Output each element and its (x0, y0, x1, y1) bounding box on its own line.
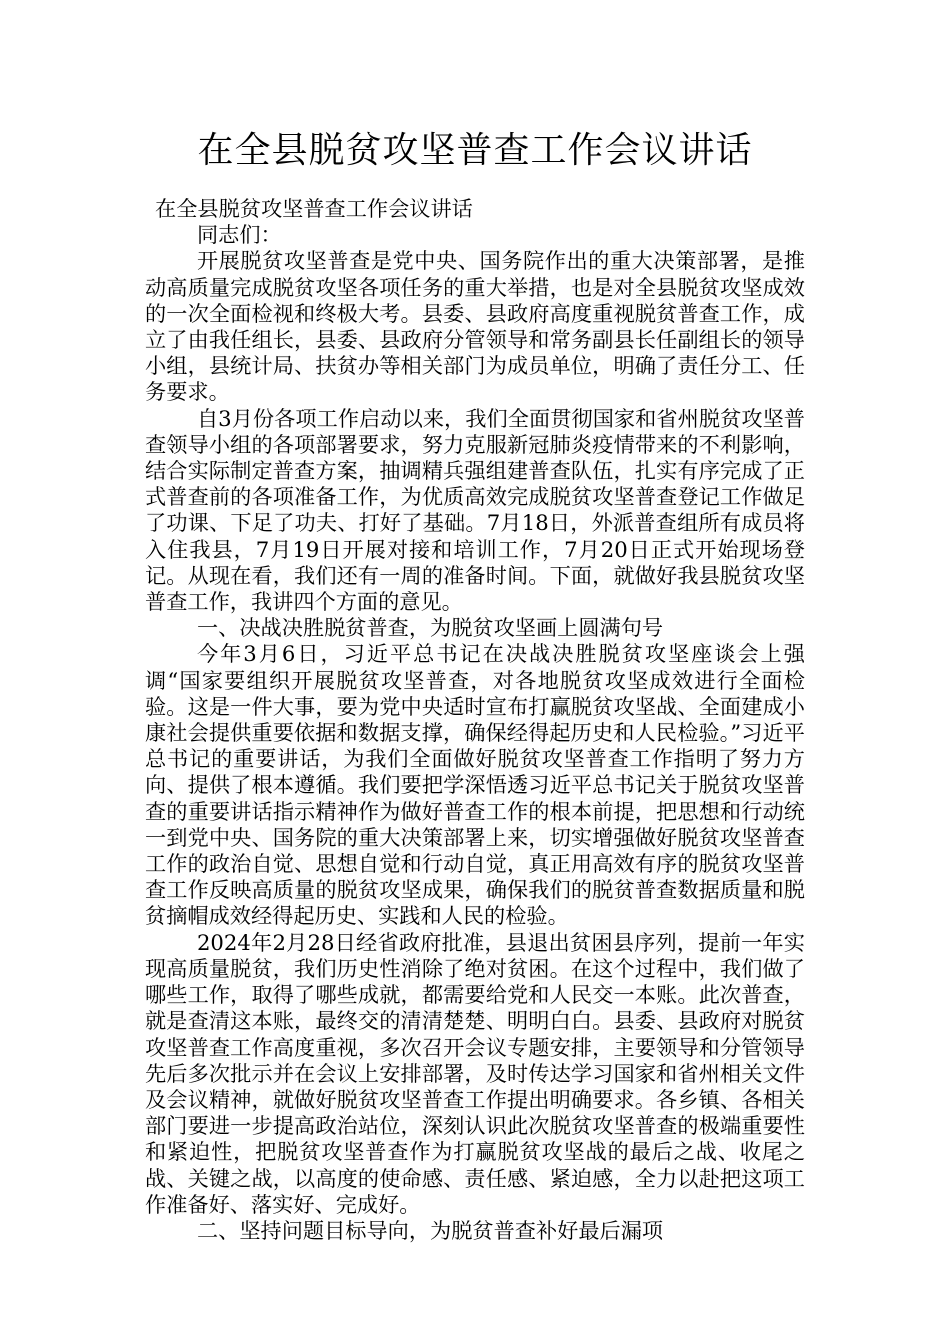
paragraph-2: 自3月份各项工作启动以来，我们全面贯彻国家和省州脱贫攻坚普查领导小组的各项部署要求，努力克服新冠肺炎疫情带来的不利影响，结合实际制定普查方案，抽调精兵强组建普查队伍，扎实有序完成了正式普查前的各项准备工作，为优质高效完成脱贫攻坚普查登记工作做足了功课、下足了功夫、打好了基础。7月18日，外派普查组所有成员将入住我县，7月19日开展对接和培训工作，7月20日正式开始现场登记。从现在看，我们还有一周的准备时间。下面，就做好我县脱贫攻坚普查工作，我讲四个方面的意见。 (145, 405, 805, 615)
document-body (145, 196, 805, 1244)
section-heading-2: 二、坚持问题目标导向，为脱贫普查补好最后漏项 (196, 1217, 664, 1243)
paragraph-3: 今年3月6日，习近平总书记在决战决胜脱贫攻坚座谈会上强调“国家要组织开展脱贫攻坚普查，对各地脱贫攻坚成效进行全面检验。这是一件大事，要为党中央适时宣布打赢脱贫攻坚战、全面建成小康社会提供重要依据和数据支撑，确保经得起历史和人民检验。”习近平总书记的重要讲话，为我们全面做好脱贫攻坚普查工作指明了努力方向、提供了根本遵循。我们要把学深悟透习近平总书记关于脱贫攻坚普查的重要讲话指示精神作为做好普查工作的根本前提，把思想和行动统一到党中央、国务院的重大决策部署上来，切实增强做好脱贫攻坚普查工作的政治自觉、思想自觉和行动自觉，真正用高效有序的脱贫攻坚普查工作反映高质量的脱贫攻坚成果，确保我们的脱贫普查数据质量和脱贫摘帽成效经得起历史、实践和人民的检验。 (145, 641, 805, 929)
section-heading-1: 一、决战决胜脱贫普查，为脱贫攻坚画上圆满句号 (196, 615, 664, 641)
paragraph-1: 开展脱贫攻坚普查是党中央、国务院作出的重大决策部署，是推动高质量完成脱贫攻坚各项任务的重大举措，也是对全县脱贫攻坚成效的一次全面检视和终极大考。县委、县政府高度重视脱贫普查工作，成立了由我任组长，县委、县政府分管领导和常务副县长任副组长的领导小组，县统计局、扶贫办等相关部门为成员单位，明确了责任分工、任务要求。 (145, 248, 805, 405)
document-subtitle: 在全县脱贫攻坚普查工作会议讲话 (155, 196, 473, 221)
document-title: 在全县脱贫攻坚普查工作会议讲话 (197, 130, 753, 171)
greeting: 同志们： (196, 222, 282, 248)
paragraph-4: 2024年2月28日经省政府批准，县退出贫困县序列，提前一年实现高质量脱贫，我们历史性消除了绝对贫困。在这个过程中，我们做了哪些工作，取得了哪些成就，都需要给党和人民交一本账。此次普查，就是查清这本账，最终交的清清楚楚、明明白白。县委、县政府对脱贫攻坚普查工作高度重视，多次召开会议专题安排，主要领导和分管领导先后多次批示并在会议上安排部署，及时传达学习国家和省州相关文件及会议精神，就做好脱贫攻坚普查工作提出明确要求。各乡镇、各相关部门要进一步提高政治站位，深刻认识此次脱贫攻坚普查的极端重要性和紧迫性，把脱贫攻坚普查作为打赢脱贫攻坚战的最后之战、收尾之战、关键之战，以高度的使命感、责任感、紧迫感，全力以赴把这项工作准备好、落实好、完成好。 (145, 929, 805, 1217)
